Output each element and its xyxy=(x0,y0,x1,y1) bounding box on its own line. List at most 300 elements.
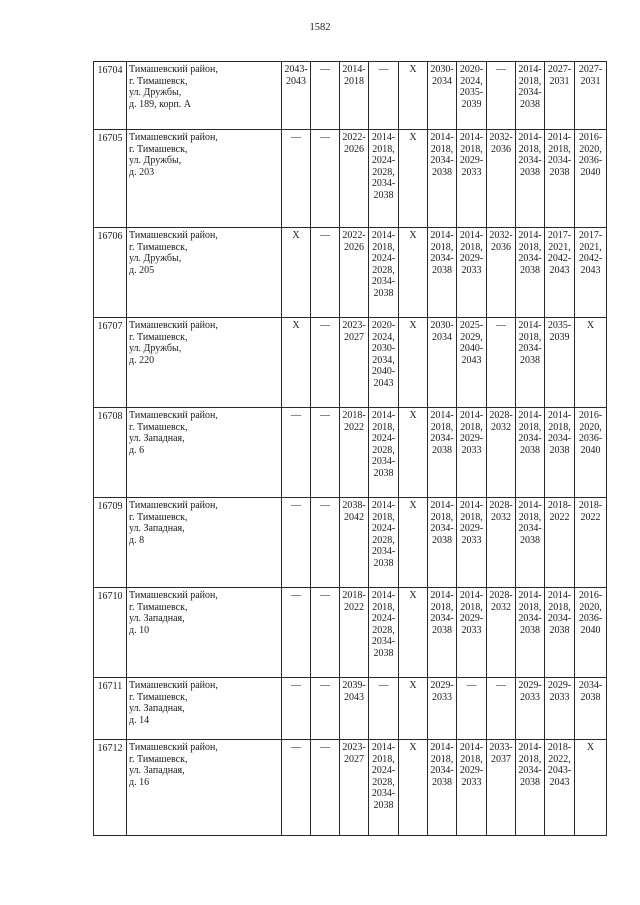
period-text: 2018, xyxy=(372,241,395,253)
period-text: 2014- xyxy=(518,132,542,143)
period-cell xyxy=(399,740,428,836)
period-text: 2038 xyxy=(580,691,601,703)
period-cell xyxy=(340,228,369,318)
record-number: 16707 xyxy=(94,318,127,408)
period-text: 2014- xyxy=(430,410,454,421)
address-cell xyxy=(127,62,282,130)
address-line: г. Тимашевск, xyxy=(129,143,188,155)
period-text: 2033 xyxy=(461,534,482,546)
period-text: 2014- xyxy=(430,500,454,511)
period-text: — xyxy=(291,590,301,601)
period-text: 2018, xyxy=(460,143,483,155)
period-text: 2018, xyxy=(430,241,454,253)
period-cell xyxy=(457,130,487,228)
period-text: — xyxy=(378,64,389,75)
period-cell xyxy=(311,498,340,588)
period-text: 2018, xyxy=(430,143,454,155)
address-line: ул. Западная, xyxy=(129,613,185,625)
period-text: 2029- xyxy=(459,433,484,445)
period-cell xyxy=(369,318,399,408)
period-text: 2043 xyxy=(286,75,306,87)
period-cell xyxy=(399,228,428,318)
period-cell xyxy=(340,62,369,130)
record-number: 16712 xyxy=(94,740,127,836)
period-text: 2034- xyxy=(518,433,542,445)
period-text: 2034- xyxy=(371,788,396,800)
period-text: 2028- xyxy=(489,500,513,511)
period-cell xyxy=(282,228,311,318)
period-text: 2032- xyxy=(489,132,513,143)
period-text: 2033 xyxy=(461,264,482,276)
address-cell xyxy=(127,408,282,498)
period-text: 2018, xyxy=(518,143,542,155)
period-cell xyxy=(369,62,399,130)
period-cell xyxy=(487,588,516,678)
period-text: 2014- xyxy=(459,410,484,421)
period-cell xyxy=(575,588,607,678)
period-text: 2022 xyxy=(580,511,601,523)
period-text: 2014- xyxy=(371,132,396,143)
period-text: 2037 xyxy=(491,753,511,765)
period-text: 2022- xyxy=(342,132,366,143)
period-cell xyxy=(428,62,457,130)
period-text: 2039 xyxy=(549,331,570,343)
period-text: 2014- xyxy=(371,742,396,753)
period-text: 2043 xyxy=(549,264,570,276)
period-cell xyxy=(457,588,487,678)
period-cell xyxy=(545,130,575,228)
period-text: 2038 xyxy=(520,354,540,366)
record-number: 16710 xyxy=(94,588,127,678)
table-row xyxy=(94,678,607,740)
table-body xyxy=(94,62,607,836)
address-line: ул. Дружбы, xyxy=(129,87,182,99)
period-text: 2038 xyxy=(520,444,540,456)
period-text: 2038 xyxy=(432,444,452,456)
period-text: 2038 xyxy=(432,166,452,178)
period-text: 2038 xyxy=(373,647,394,659)
address-line: д. 220 xyxy=(129,354,155,366)
period-text: 2033 xyxy=(461,444,482,456)
period-text: X xyxy=(292,320,300,331)
schedule-table xyxy=(93,61,607,836)
period-cell xyxy=(457,678,487,740)
period-cell xyxy=(516,740,545,836)
address-line: д. 16 xyxy=(129,776,150,788)
address-line: г. Тимашевск, xyxy=(129,691,188,703)
period-text: 2031 xyxy=(580,75,601,87)
period-cell xyxy=(282,588,311,678)
period-text: 2038 xyxy=(373,467,394,479)
period-cell xyxy=(516,228,545,318)
period-text: 2018, xyxy=(430,753,454,765)
period-text: 2018- xyxy=(342,590,366,601)
period-text: 2018, xyxy=(518,601,542,613)
period-text: 2030- xyxy=(371,343,396,355)
period-text: 2029- xyxy=(547,680,572,691)
period-cell xyxy=(340,408,369,498)
period-text: 2024- xyxy=(371,155,396,167)
period-text: 2034- xyxy=(430,765,454,777)
period-text: 2018- xyxy=(578,500,603,511)
period-text: 2038 xyxy=(432,264,452,276)
period-text: 2032 xyxy=(491,601,511,613)
period-text: 2030- xyxy=(430,320,454,331)
period-cell xyxy=(545,408,575,498)
address-cell xyxy=(127,678,282,740)
period-text: 2028, xyxy=(372,776,395,788)
period-text: 2032- xyxy=(489,230,513,241)
period-text: 2024- xyxy=(371,253,396,265)
period-cell xyxy=(311,408,340,498)
period-text: 2043 xyxy=(580,264,601,276)
period-cell xyxy=(487,318,516,408)
period-text: — xyxy=(496,320,506,331)
period-text: 2038 xyxy=(520,98,540,110)
period-cell xyxy=(487,130,516,228)
period-text: 2034- xyxy=(430,253,454,265)
period-text: 2034- xyxy=(371,636,396,648)
address-line: д. 10 xyxy=(129,624,150,636)
period-cell xyxy=(311,678,340,740)
period-text: 2018, xyxy=(518,421,542,433)
period-text: 2033 xyxy=(461,166,482,178)
table-row xyxy=(94,588,607,678)
period-text: 2034- xyxy=(547,155,572,167)
period-text: 2038 xyxy=(373,287,394,299)
period-text: — xyxy=(320,64,330,75)
period-text: 2024, xyxy=(372,331,395,343)
period-text: 2034- xyxy=(430,523,454,535)
period-text: 2018, xyxy=(430,421,454,433)
period-text: 2038- xyxy=(342,500,366,511)
period-text: — xyxy=(378,680,389,691)
period-text: 2014- xyxy=(430,132,454,143)
period-text: 2020, xyxy=(579,421,602,433)
period-cell xyxy=(487,678,516,740)
period-text: 2014- xyxy=(518,320,542,331)
period-text: 2018 xyxy=(344,75,364,87)
address-line: Тимашевский район, xyxy=(129,230,218,241)
period-cell xyxy=(340,318,369,408)
address-line: д. 189, корп. А xyxy=(129,98,192,110)
period-cell xyxy=(487,740,516,836)
period-text: X xyxy=(409,132,417,143)
period-text: 2033 xyxy=(549,691,570,703)
period-text: 2038 xyxy=(520,776,540,788)
period-text: 2014- xyxy=(459,132,484,143)
period-text: 2028- xyxy=(489,410,513,421)
period-text: 2042- xyxy=(578,253,603,265)
table-row xyxy=(94,318,607,408)
period-cell xyxy=(545,498,575,588)
period-text: — xyxy=(320,680,330,691)
period-text: 2036- xyxy=(578,155,603,167)
period-text: 2034- xyxy=(518,343,542,355)
period-text: 2029, xyxy=(460,331,483,343)
address-cell xyxy=(127,498,282,588)
period-text: 2043 xyxy=(344,691,364,703)
period-text: 2023- xyxy=(342,320,366,331)
period-text: 2020- xyxy=(371,320,396,331)
period-cell xyxy=(516,130,545,228)
period-text: 2027- xyxy=(547,64,572,75)
period-cell xyxy=(516,678,545,740)
period-cell xyxy=(428,588,457,678)
period-text: 2014- xyxy=(342,64,366,75)
period-text: 2014- xyxy=(430,742,454,753)
period-text: 2040 xyxy=(580,166,601,178)
period-text: — xyxy=(496,680,506,691)
period-text: X xyxy=(409,500,417,511)
period-text: 2034- xyxy=(518,765,542,777)
period-text: 2018, xyxy=(372,601,395,613)
period-cell xyxy=(399,130,428,228)
period-text: — xyxy=(291,410,301,421)
period-cell xyxy=(340,740,369,836)
period-text: — xyxy=(466,680,477,691)
period-text: 2038 xyxy=(373,557,394,569)
period-cell xyxy=(282,130,311,228)
period-text: 2034- xyxy=(371,276,396,288)
period-text: 2024- xyxy=(371,613,396,625)
period-text: 2029- xyxy=(459,765,484,777)
period-text: 2035- xyxy=(459,87,484,99)
period-text: 2014- xyxy=(547,132,572,143)
table-row xyxy=(94,62,607,130)
period-cell xyxy=(575,130,607,228)
period-text: X xyxy=(409,410,417,421)
period-text: 2018, xyxy=(460,241,483,253)
period-text: — xyxy=(320,742,330,753)
period-cell xyxy=(545,678,575,740)
period-text: 2038 xyxy=(520,264,540,276)
address-line: ул. Западная, xyxy=(129,765,185,777)
period-text: 2018- xyxy=(547,742,572,753)
period-text: 2018, xyxy=(372,511,395,523)
period-text: — xyxy=(291,500,301,511)
period-cell xyxy=(428,740,457,836)
period-text: 2021, xyxy=(548,241,571,253)
address-line: г. Тимашевск, xyxy=(129,421,188,433)
period-text: 2018, xyxy=(430,601,454,613)
period-text: 2034- xyxy=(518,253,542,265)
period-cell xyxy=(340,678,369,740)
address-line: д. 6 xyxy=(129,444,145,456)
period-text: 2029- xyxy=(459,253,484,265)
period-cell xyxy=(311,740,340,836)
period-text: 2038 xyxy=(373,189,394,201)
period-cell xyxy=(369,130,399,228)
period-text: 2018, xyxy=(372,143,395,155)
period-cell xyxy=(311,130,340,228)
record-number: 16708 xyxy=(94,408,127,498)
address-line: г. Тимашевск, xyxy=(129,75,188,87)
period-cell xyxy=(457,62,487,130)
period-cell xyxy=(575,62,607,130)
period-cell xyxy=(575,678,607,740)
period-text: 2017- xyxy=(578,230,603,241)
period-cell xyxy=(575,318,607,408)
period-text: 2033 xyxy=(461,776,482,788)
period-text: 2018, xyxy=(518,331,542,343)
period-text: 2029- xyxy=(459,523,484,535)
period-text: 2018, xyxy=(460,753,483,765)
period-text: 2018, xyxy=(372,753,395,765)
period-cell xyxy=(282,62,311,130)
address-line: Тимашевский район, xyxy=(129,64,218,75)
period-text: 2043 xyxy=(461,354,482,366)
period-text: 2036- xyxy=(578,433,603,445)
period-text: 2043 xyxy=(373,377,394,389)
period-text: 2022 xyxy=(549,511,570,523)
period-text: 2024- xyxy=(371,765,396,777)
address-line: Тимашевский район, xyxy=(129,742,218,753)
period-text: 2018, xyxy=(518,753,542,765)
period-text: — xyxy=(291,680,301,691)
address-line: г. Тимашевск, xyxy=(129,241,188,253)
period-text: X xyxy=(409,590,417,601)
period-text: 2033 xyxy=(520,691,540,703)
period-text: 2014- xyxy=(459,590,484,601)
period-cell xyxy=(399,408,428,498)
period-text: 2034- xyxy=(518,613,542,625)
period-text: 2014- xyxy=(518,590,542,601)
period-text: 2043- xyxy=(547,765,572,777)
period-text: 2034, xyxy=(372,354,395,366)
address-line: г. Тимашевск, xyxy=(129,601,188,613)
period-cell xyxy=(487,62,516,130)
period-text: 2026 xyxy=(344,143,364,155)
period-text: 2034- xyxy=(518,155,542,167)
period-cell xyxy=(369,588,399,678)
period-cell xyxy=(399,318,428,408)
period-text: — xyxy=(320,320,330,331)
period-text: X xyxy=(586,320,595,331)
period-text: — xyxy=(320,230,330,241)
period-cell xyxy=(282,740,311,836)
period-text: 2028, xyxy=(372,166,395,178)
address-cell xyxy=(127,318,282,408)
period-text: 2014- xyxy=(430,230,454,241)
period-cell xyxy=(369,228,399,318)
address-line: д. 8 xyxy=(129,534,145,546)
period-text: 2018, xyxy=(548,421,571,433)
period-cell xyxy=(399,62,428,130)
period-text: 2039- xyxy=(342,680,366,691)
period-text: 2022 xyxy=(344,421,364,433)
period-text: 2034- xyxy=(430,613,454,625)
period-text: 2038 xyxy=(432,624,452,636)
period-cell xyxy=(457,740,487,836)
table-row xyxy=(94,408,607,498)
period-text: 2040 xyxy=(580,624,601,636)
period-text: 2043- xyxy=(284,64,308,75)
period-text: 2023- xyxy=(342,742,366,753)
period-text: 2026 xyxy=(344,241,364,253)
period-text: 2034 xyxy=(432,331,452,343)
period-cell xyxy=(457,408,487,498)
period-text: 2038 xyxy=(549,166,570,178)
period-cell xyxy=(311,62,340,130)
period-text: 2038 xyxy=(432,534,452,546)
period-text: 2030- xyxy=(430,64,454,75)
period-text: 2018, xyxy=(518,241,542,253)
address-line: ул. Дружбы, xyxy=(129,343,182,355)
address-line: г. Тимашевск, xyxy=(129,511,188,523)
period-text: 2036 xyxy=(491,241,511,253)
period-text: 2020, xyxy=(579,143,602,155)
period-cell xyxy=(545,740,575,836)
period-text: 2018- xyxy=(547,500,572,511)
period-cell xyxy=(399,498,428,588)
period-cell xyxy=(545,318,575,408)
period-text: 2014- xyxy=(518,500,542,511)
period-text: 2018- xyxy=(342,410,366,421)
period-text: 2029- xyxy=(430,680,454,691)
period-text: 2034- xyxy=(371,546,396,558)
period-text: — xyxy=(320,410,330,421)
period-text: — xyxy=(291,742,301,753)
period-text: 2014- xyxy=(518,64,542,75)
period-cell xyxy=(575,228,607,318)
period-text: 2014- xyxy=(371,590,396,601)
period-text: X xyxy=(409,230,417,241)
period-text: 2018, xyxy=(548,601,571,613)
period-text: 2016- xyxy=(578,590,603,601)
period-text: 2038 xyxy=(373,799,394,811)
period-text: 2018, xyxy=(372,421,395,433)
address-cell xyxy=(127,588,282,678)
period-cell xyxy=(340,498,369,588)
address-line: ул. Западная, xyxy=(129,703,185,715)
period-text: 2034- xyxy=(547,613,572,625)
address-line: г. Тимашевск, xyxy=(129,753,188,765)
period-text: 2038 xyxy=(520,624,540,636)
table-row xyxy=(94,228,607,318)
period-cell xyxy=(428,130,457,228)
record-number: 16709 xyxy=(94,498,127,588)
period-text: — xyxy=(496,64,506,75)
period-text: 2034- xyxy=(547,433,572,445)
period-text: 2025- xyxy=(459,320,484,331)
period-text: 2014- xyxy=(371,410,396,421)
period-text: 2014- xyxy=(430,590,454,601)
address-line: ул. Западная, xyxy=(129,523,185,535)
period-text: 2036- xyxy=(578,613,603,625)
period-text: 2028, xyxy=(372,624,395,636)
period-cell xyxy=(340,130,369,228)
period-cell xyxy=(311,318,340,408)
record-number: 16705 xyxy=(94,130,127,228)
period-text: 2028- xyxy=(489,590,513,601)
period-cell xyxy=(575,740,607,836)
period-text: 2034 xyxy=(432,75,452,87)
period-text: 2014- xyxy=(371,500,396,511)
period-text: — xyxy=(291,132,301,143)
period-text: 2038 xyxy=(549,444,570,456)
period-text: 2035- xyxy=(547,320,572,331)
table-row xyxy=(94,130,607,228)
period-cell xyxy=(457,318,487,408)
period-text: 2029- xyxy=(459,613,484,625)
address-line: Тимашевский район, xyxy=(129,132,218,143)
period-text: 2027 xyxy=(344,753,364,765)
period-text: 2020- xyxy=(459,64,484,75)
period-text: 2038 xyxy=(549,624,570,636)
period-text: 2034- xyxy=(430,155,454,167)
period-text: 2042- xyxy=(547,253,572,265)
